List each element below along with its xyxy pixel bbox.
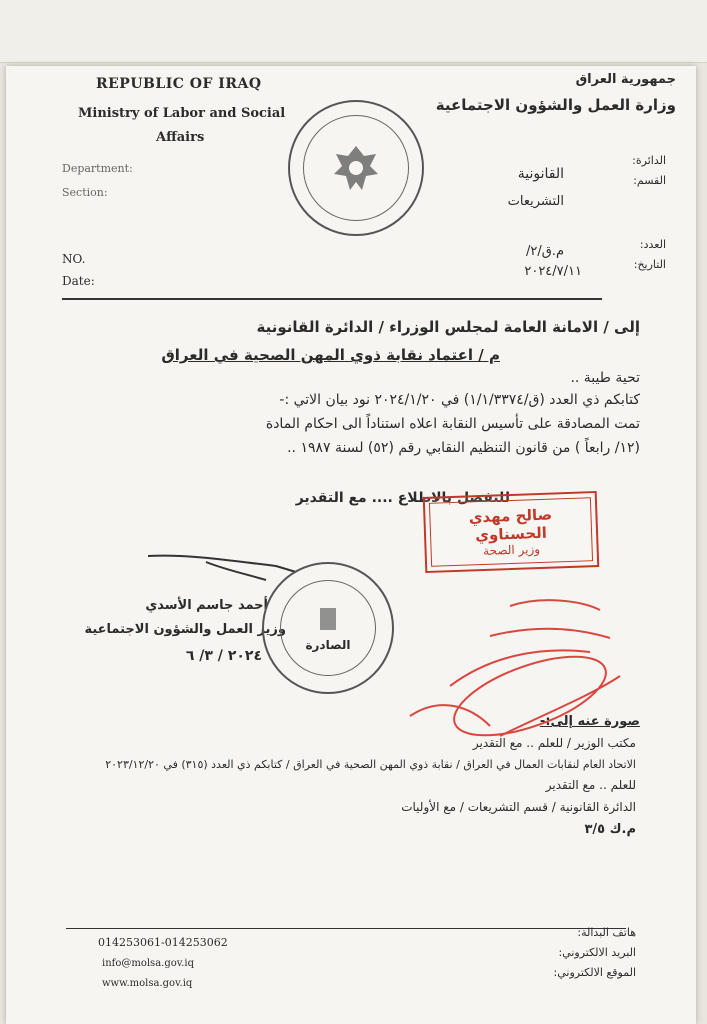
copies-item-2: الاتحاد العام لنقابات العمال في العراق / نقابة ذوي المهن الصحية في العراق / كتابكم ذي العدد (٣١٥) في ٢٠٢٣/١٢/٢٠ bbox=[105, 758, 636, 771]
copies-item-2b: للعلم .. مع التقدير bbox=[545, 778, 636, 792]
paper-background-top bbox=[0, 0, 707, 63]
ministry-emblem-seal bbox=[288, 100, 424, 236]
greeting-line: تحية طيبة .. bbox=[570, 370, 640, 386]
footer-email: info@molsa.gov.iq bbox=[102, 958, 194, 969]
footer-email-label-ar: البريد الالكتروني: bbox=[558, 946, 636, 959]
number-label-en: NO. bbox=[62, 252, 86, 266]
number-label-ar: العدد: bbox=[639, 238, 666, 251]
seal-center-text: الصادرة bbox=[305, 638, 351, 652]
department-value-ar: القانونية bbox=[517, 166, 564, 182]
stamp-line-2: وزير الصحة bbox=[482, 541, 541, 558]
footer-website: www.molsa.gov.iq bbox=[102, 978, 193, 989]
signatory-title: وزير العمل والشؤون الاجتماعية bbox=[84, 622, 286, 637]
signatory-name: أحمد جاسم الأسدي bbox=[145, 598, 268, 613]
date-label-en: Date: bbox=[62, 274, 95, 288]
recipient-line: إلى / الامانة العامة لمجلس الوزراء / الدائرة القانونية bbox=[256, 318, 640, 336]
header-divider bbox=[62, 298, 602, 300]
closing-line: للتفضل بالاطلاع .... مع التقدير bbox=[295, 490, 510, 506]
outgoing-seal bbox=[262, 562, 394, 694]
body-line-1: كتابكم ذي العدد (ق/١/١/٣٣٧٤) في ٢٠٢٤/١/٢٠ نود بيان الاتي :- bbox=[279, 392, 640, 408]
copies-item-3: الدائرة القانونية / قسم التشريعات / مع الأوليات bbox=[401, 800, 636, 814]
body-line-3: (١٢/ رابعاً ) من قانون التنظيم النقابي رقم (٥٢) لسنة ١٩٨٧ .. bbox=[287, 440, 640, 456]
date-label-ar: التاريخ: bbox=[633, 258, 666, 271]
body-line-2: تمت المصادقة على تأسيس النقابة اعلاه استناداً الى احكام المادة bbox=[265, 416, 640, 432]
department-label-ar: الدائرة: bbox=[632, 154, 666, 167]
number-value-ar: م.ق/٢/ bbox=[525, 244, 564, 259]
header-country-ar: جمهورية العراق bbox=[575, 72, 676, 87]
stamp-line-1: صالح مهدي الحسناوي bbox=[468, 505, 553, 545]
copies-item-1: مكتب الوزير / للعلم .. مع التقدير bbox=[472, 736, 636, 750]
department-label-en: Department: bbox=[62, 162, 133, 175]
date-value-ar: ٢٠٢٤/٧/١١ bbox=[524, 264, 582, 279]
header-ministry-ar: وزارة العمل والشؤون الاجتماعية bbox=[435, 96, 676, 114]
header-country-en: REPUBLIC OF IRAQ bbox=[96, 76, 262, 92]
footer-divider bbox=[66, 928, 626, 929]
header-ministry-en: Ministry of Labor and Social bbox=[78, 106, 286, 121]
section-label-ar: القسم: bbox=[633, 174, 666, 187]
health-minister-stamp bbox=[423, 491, 600, 573]
signature-date: ٢٠٢٤ / ٣/ ٦ bbox=[185, 648, 262, 664]
copies-heading: صورة عنه إلى:- bbox=[539, 714, 640, 729]
footer-phone-label-ar: هاتف البدالة: bbox=[577, 926, 636, 939]
footer-phone: 014253061-014253062 bbox=[98, 936, 228, 949]
header-ministry-en-2: Affairs bbox=[156, 130, 205, 145]
subject-line: م / اعتماد نقابة ذوي المهن الصحية في العراق bbox=[161, 346, 500, 364]
letter-page bbox=[6, 66, 696, 1024]
reference-code: م.ك ٣/٥ bbox=[584, 822, 636, 837]
eagle-emblem-icon bbox=[328, 140, 384, 196]
section-value-ar: التشريعات bbox=[507, 194, 564, 209]
footer-website-label-ar: الموقع الالكتروني: bbox=[553, 966, 636, 979]
section-label-en: Section: bbox=[62, 186, 108, 199]
emblem-icon bbox=[313, 604, 343, 634]
